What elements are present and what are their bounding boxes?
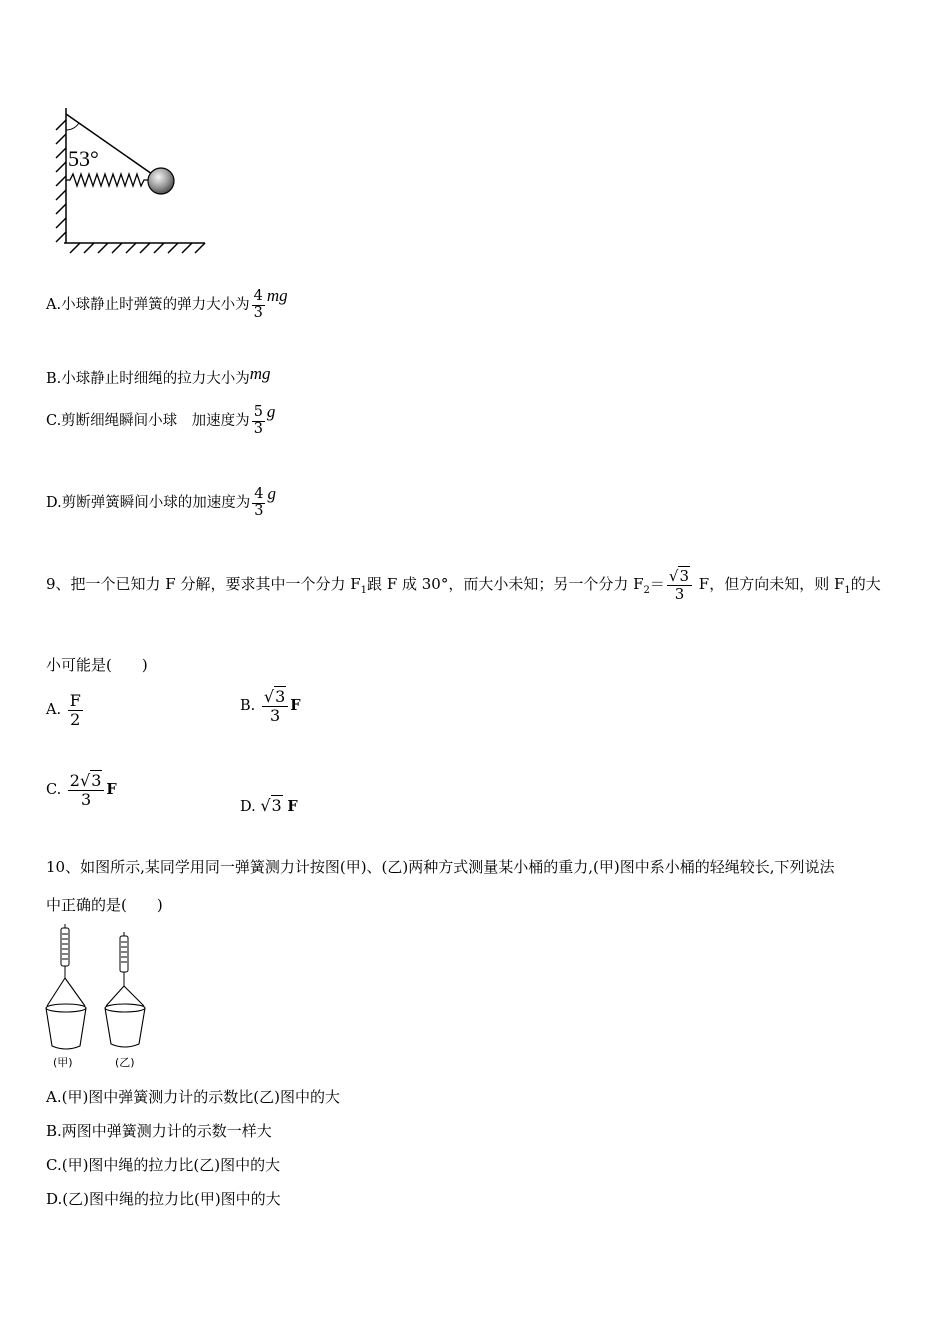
floor-hatching [64,243,205,253]
subscript: 1 [360,585,368,596]
ball [148,168,174,194]
wall-hatching [56,108,66,243]
numerator: F [69,691,81,710]
option-label: C. [46,782,62,799]
stem-text: 的大 [850,575,881,593]
fraction [252,289,265,322]
fig-label-yi: (乙) [115,1056,135,1069]
stem-text: 跟 F 成 30°，而大小未知；另一个分力 F [367,575,644,593]
fraction [68,692,83,728]
option-text: B.小球静止时细绳的拉力大小为 [46,371,250,387]
numerator: √3 [262,688,288,707]
radicand: 3 [91,771,102,790]
denominator: 3 [254,502,264,519]
option-text: A.小球静止时弹簧的弹力大小为 [46,297,250,313]
q10-figure [40,922,160,1072]
fraction [252,405,265,438]
q10-stem-line1: 10、如图所示,某同学用同一弹簧测力计按图(甲)、(乙)两种方式测量某小桶的重力,(甲)图中系小桶的轻绳较长,下列说法 [46,858,835,876]
fraction [252,487,265,520]
option-text: D.剪断弹簧瞬间小球的加速度为 [46,495,251,511]
q9-option-b[interactable] [240,688,301,724]
fraction [262,688,288,724]
math-var: g [266,402,276,421]
fraction [68,772,105,808]
option-label: B. [240,698,256,715]
math-var: mg [249,364,271,383]
q9-option-c[interactable] [46,772,117,808]
sqrt: √3 [260,796,282,815]
option-label: A. [46,702,62,719]
scale-b [120,932,128,986]
subscript: 2 [643,585,650,596]
numerator: 4 [254,485,264,502]
spring [66,174,148,186]
numerator [667,568,692,586]
denominator: 3 [253,304,263,321]
scale-a [61,924,69,978]
option-label: D. [240,799,256,815]
radicand: 3 [679,567,690,585]
bucket-a [46,978,86,1049]
denominator: 3 [674,584,685,603]
radicand: 3 [275,687,286,706]
q9-option-d[interactable] [240,796,298,815]
q10-option-b[interactable]: B.两图中弹簧测力计的示数一样大 [46,1122,272,1140]
q10-stem-line2: 中正确的是( ) [46,896,163,914]
q10-option-c[interactable]: C.(甲)图中绳的拉力比(乙)图中的大 [46,1156,281,1174]
q9-stem-line1 [46,568,881,602]
option-text: C.剪断细绳瞬间小球 加速度为 [46,413,250,429]
force-symbol: F [106,781,117,799]
q8-figure [40,100,215,265]
q8-option-a[interactable] [46,286,288,321]
q8-option-d[interactable] [46,484,276,519]
math-var: mg [266,286,288,305]
coefficient: 2 [69,771,80,790]
angle-label: 53° [68,146,99,171]
q8-option-b[interactable] [46,364,271,388]
numerator: 4 [253,287,263,304]
stem-text: 9、把一个已知力 F 分解，要求其中一个分力 F [46,575,361,593]
q9-option-a[interactable] [46,692,85,728]
q9-stem-line2: 小可能是( ) [46,656,148,674]
fig-label-jia: (甲) [53,1056,73,1069]
numerator: 2√3 [68,772,105,791]
force-symbol: F [290,697,301,715]
math-var: g [267,484,276,503]
q8-option-c[interactable] [46,402,275,437]
bucket-b [105,986,145,1047]
denominator: 2 [70,709,81,729]
subscript: 1 [844,585,851,596]
stem-text: F，但方向未知，则 F [694,575,845,593]
radicand: 3 [271,796,282,815]
q10-option-a[interactable]: A.(甲)图中弹簧测力计的示数比(乙)图中的大 [46,1088,341,1106]
stem-text: ＝ [649,575,665,593]
denominator: 3 [253,420,263,437]
numerator: 5 [253,403,263,420]
q10-option-d[interactable]: D.(乙)图中绳的拉力比(甲)图中的大 [46,1190,281,1208]
force-symbol: F [287,798,298,815]
denominator: 3 [80,789,92,809]
fraction [667,568,692,602]
sqrt: √3 [668,567,690,585]
angle-arc [66,123,79,130]
denominator: 3 [269,705,281,725]
